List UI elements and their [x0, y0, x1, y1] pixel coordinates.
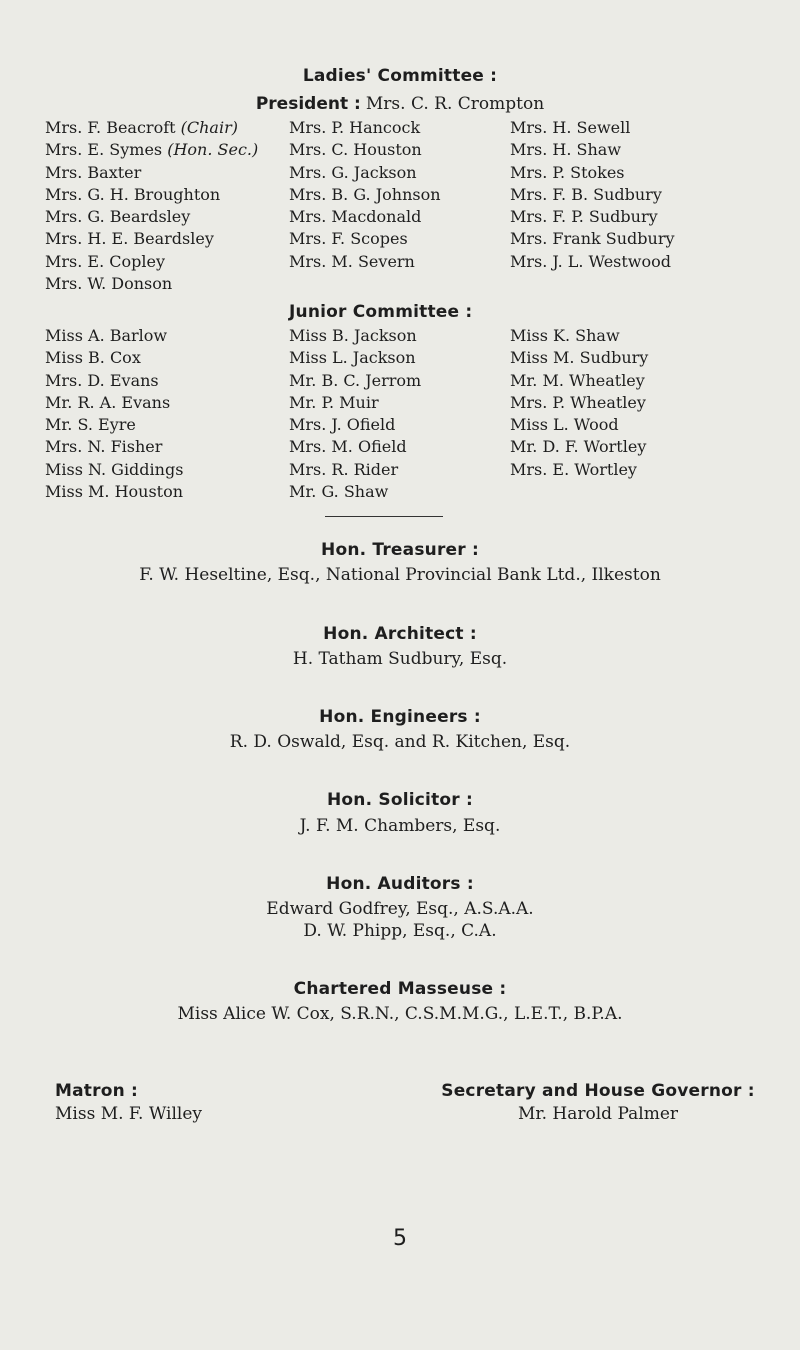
auditors-name-2: D. W. Phipp, Esq., C.A. [303, 921, 497, 941]
ladies-committee-column-1 [45, 117, 258, 295]
solicitor-name: J. F. M. Chambers, Esq. [299, 816, 501, 836]
ladies-committee-member: Mrs. P. Hancock [289, 118, 421, 137]
ladies-committee-member: Mrs. G. Jackson [289, 162, 417, 182]
ladies-committee-member: Mrs. Macdonald [289, 207, 422, 227]
junior-committee-member: Miss L. Jackson [289, 348, 416, 368]
junior-committee-member: Miss L. Wood [510, 415, 619, 435]
secretary-heading: Secretary and House Governor : [441, 1081, 755, 1101]
ladies-committee-member: Mrs. W. Donson [45, 274, 173, 294]
junior-committee-member: Mrs. J. Ofield [289, 415, 396, 435]
junior-committee-member: Miss B. Jackson [289, 326, 417, 345]
secretary-name: Mr. Harold Palmer [517, 1104, 679, 1124]
engineers-name: R. D. Oswald, Esq. and R. Kitchen, Esq. [229, 732, 571, 752]
matron-heading: Matron : [55, 1081, 138, 1101]
matron-block [55, 1080, 202, 1126]
junior-committee-member: Mr. B. C. Jerrom [289, 370, 422, 390]
junior-committee-member: Miss A. Barlow [45, 326, 168, 345]
junior-committee-member: Mrs. M. Ofield [289, 437, 407, 457]
ladies-committee-member: Mrs. G. Beardsley [45, 207, 191, 227]
ladies-committee-member: Mrs. H. Sewell [510, 118, 631, 137]
junior-committee-member: Mr. R. A. Evans [45, 392, 171, 412]
ladies-committee-member: Mrs. F. B. Sudbury [510, 184, 662, 204]
ladies-committee-member: Mrs. C. Houston [289, 140, 422, 160]
ladies-committee-member: Mrs. B. G. Johnson [289, 184, 441, 204]
masseuse-name: Miss Alice W. Cox, S.R.N., C.S.M.M.G., L.E.T., B.P.A. [177, 1004, 623, 1024]
junior-committee-member: Mr. S. Eyre [45, 415, 136, 435]
junior-committee-member: Mr. P. Muir [289, 392, 379, 412]
architect-name: H. Tatham Sudbury, Esq. [292, 649, 508, 669]
junior-committee-member: Mrs. P. Wheatley [510, 392, 646, 412]
ladies-committee-member: Mrs. Frank Sudbury [510, 229, 675, 249]
president-line [0, 94, 800, 114]
ladies-committee-member: Mrs. P. Stokes [510, 162, 625, 182]
ladies-committee-member: Mrs. Baxter [45, 162, 142, 182]
junior-committee-member: Mrs. N. Fisher [45, 437, 163, 457]
junior-committee-member: Mr. D. F. Wortley [510, 437, 647, 457]
junior-committee-member: Mrs. E. Wortley [510, 459, 637, 479]
ladies-committee-member: Mrs. J. L. Westwood [510, 251, 672, 271]
junior-committee-member: Mrs. D. Evans [45, 370, 159, 390]
junior-committee-member: Mr. G. Shaw [289, 482, 389, 502]
section-divider [325, 516, 443, 517]
junior-committee-column-1 [45, 325, 183, 503]
treasurer-name: F. W. Heseltine, Esq., National Provincial Bank Ltd., Ilkeston [139, 565, 661, 585]
president-label: President : [255, 94, 361, 114]
president-name: Mrs. C. R. Crompton [365, 94, 545, 114]
ladies-committee-column-2 [289, 117, 441, 273]
junior-committee-member: Miss M. Houston [45, 482, 184, 502]
auditors-name-1: Edward Godfrey, Esq., A.S.A.A. [266, 899, 534, 919]
ladies-committee-member: Mrs. G. H. Broughton [45, 184, 221, 204]
junior-committee-member: Miss M. Sudbury [510, 348, 649, 368]
ladies-committee-member: Mrs. H. E. Beardsley [45, 229, 214, 249]
ladies-committee-member: Mrs. F. Beacroft (Chair) [45, 118, 238, 137]
ladies-committee-column-3 [510, 117, 675, 273]
junior-committee-member: Mr. M. Wheatley [510, 370, 645, 390]
junior-committee-member: Mrs. R. Rider [289, 459, 399, 479]
ladies-committee-member: Mrs. M. Severn [289, 251, 415, 271]
architect-heading: Hon. Architect : [323, 624, 477, 644]
solicitor-heading: Hon. Solicitor : [327, 790, 473, 810]
secretary-block [398, 1080, 798, 1126]
page-number: 5 [393, 1226, 407, 1251]
junior-committee-member: Miss N. Giddings [45, 459, 184, 479]
ladies-committee-member: Mrs. H. Shaw [510, 140, 622, 160]
junior-committee-column-3 [510, 325, 648, 481]
ladies-committee-member: Mrs. F. Scopes [289, 229, 408, 249]
ladies-committee-heading: Ladies' Committee : [302, 66, 498, 86]
junior-committee-member: Miss B. Cox [45, 348, 141, 368]
junior-committee-member: Miss K. Shaw [510, 326, 620, 345]
matron-name: Miss M. F. Willey [55, 1104, 203, 1124]
ladies-committee-member: Mrs. F. P. Sudbury [510, 207, 658, 227]
masseuse-heading: Chartered Masseuse : [293, 979, 507, 999]
ladies-committee-member: Mrs. E. Copley [45, 251, 166, 271]
ladies-committee-member: Mrs. E. Symes (Hon. Sec.) [45, 140, 259, 160]
junior-committee-heading: Junior Committee : [289, 302, 473, 322]
auditors-heading: Hon. Auditors : [326, 874, 474, 894]
junior-committee-column-2 [289, 325, 421, 503]
treasurer-heading: Hon. Treasurer : [321, 540, 479, 560]
engineers-heading: Hon. Engineers : [319, 707, 481, 727]
